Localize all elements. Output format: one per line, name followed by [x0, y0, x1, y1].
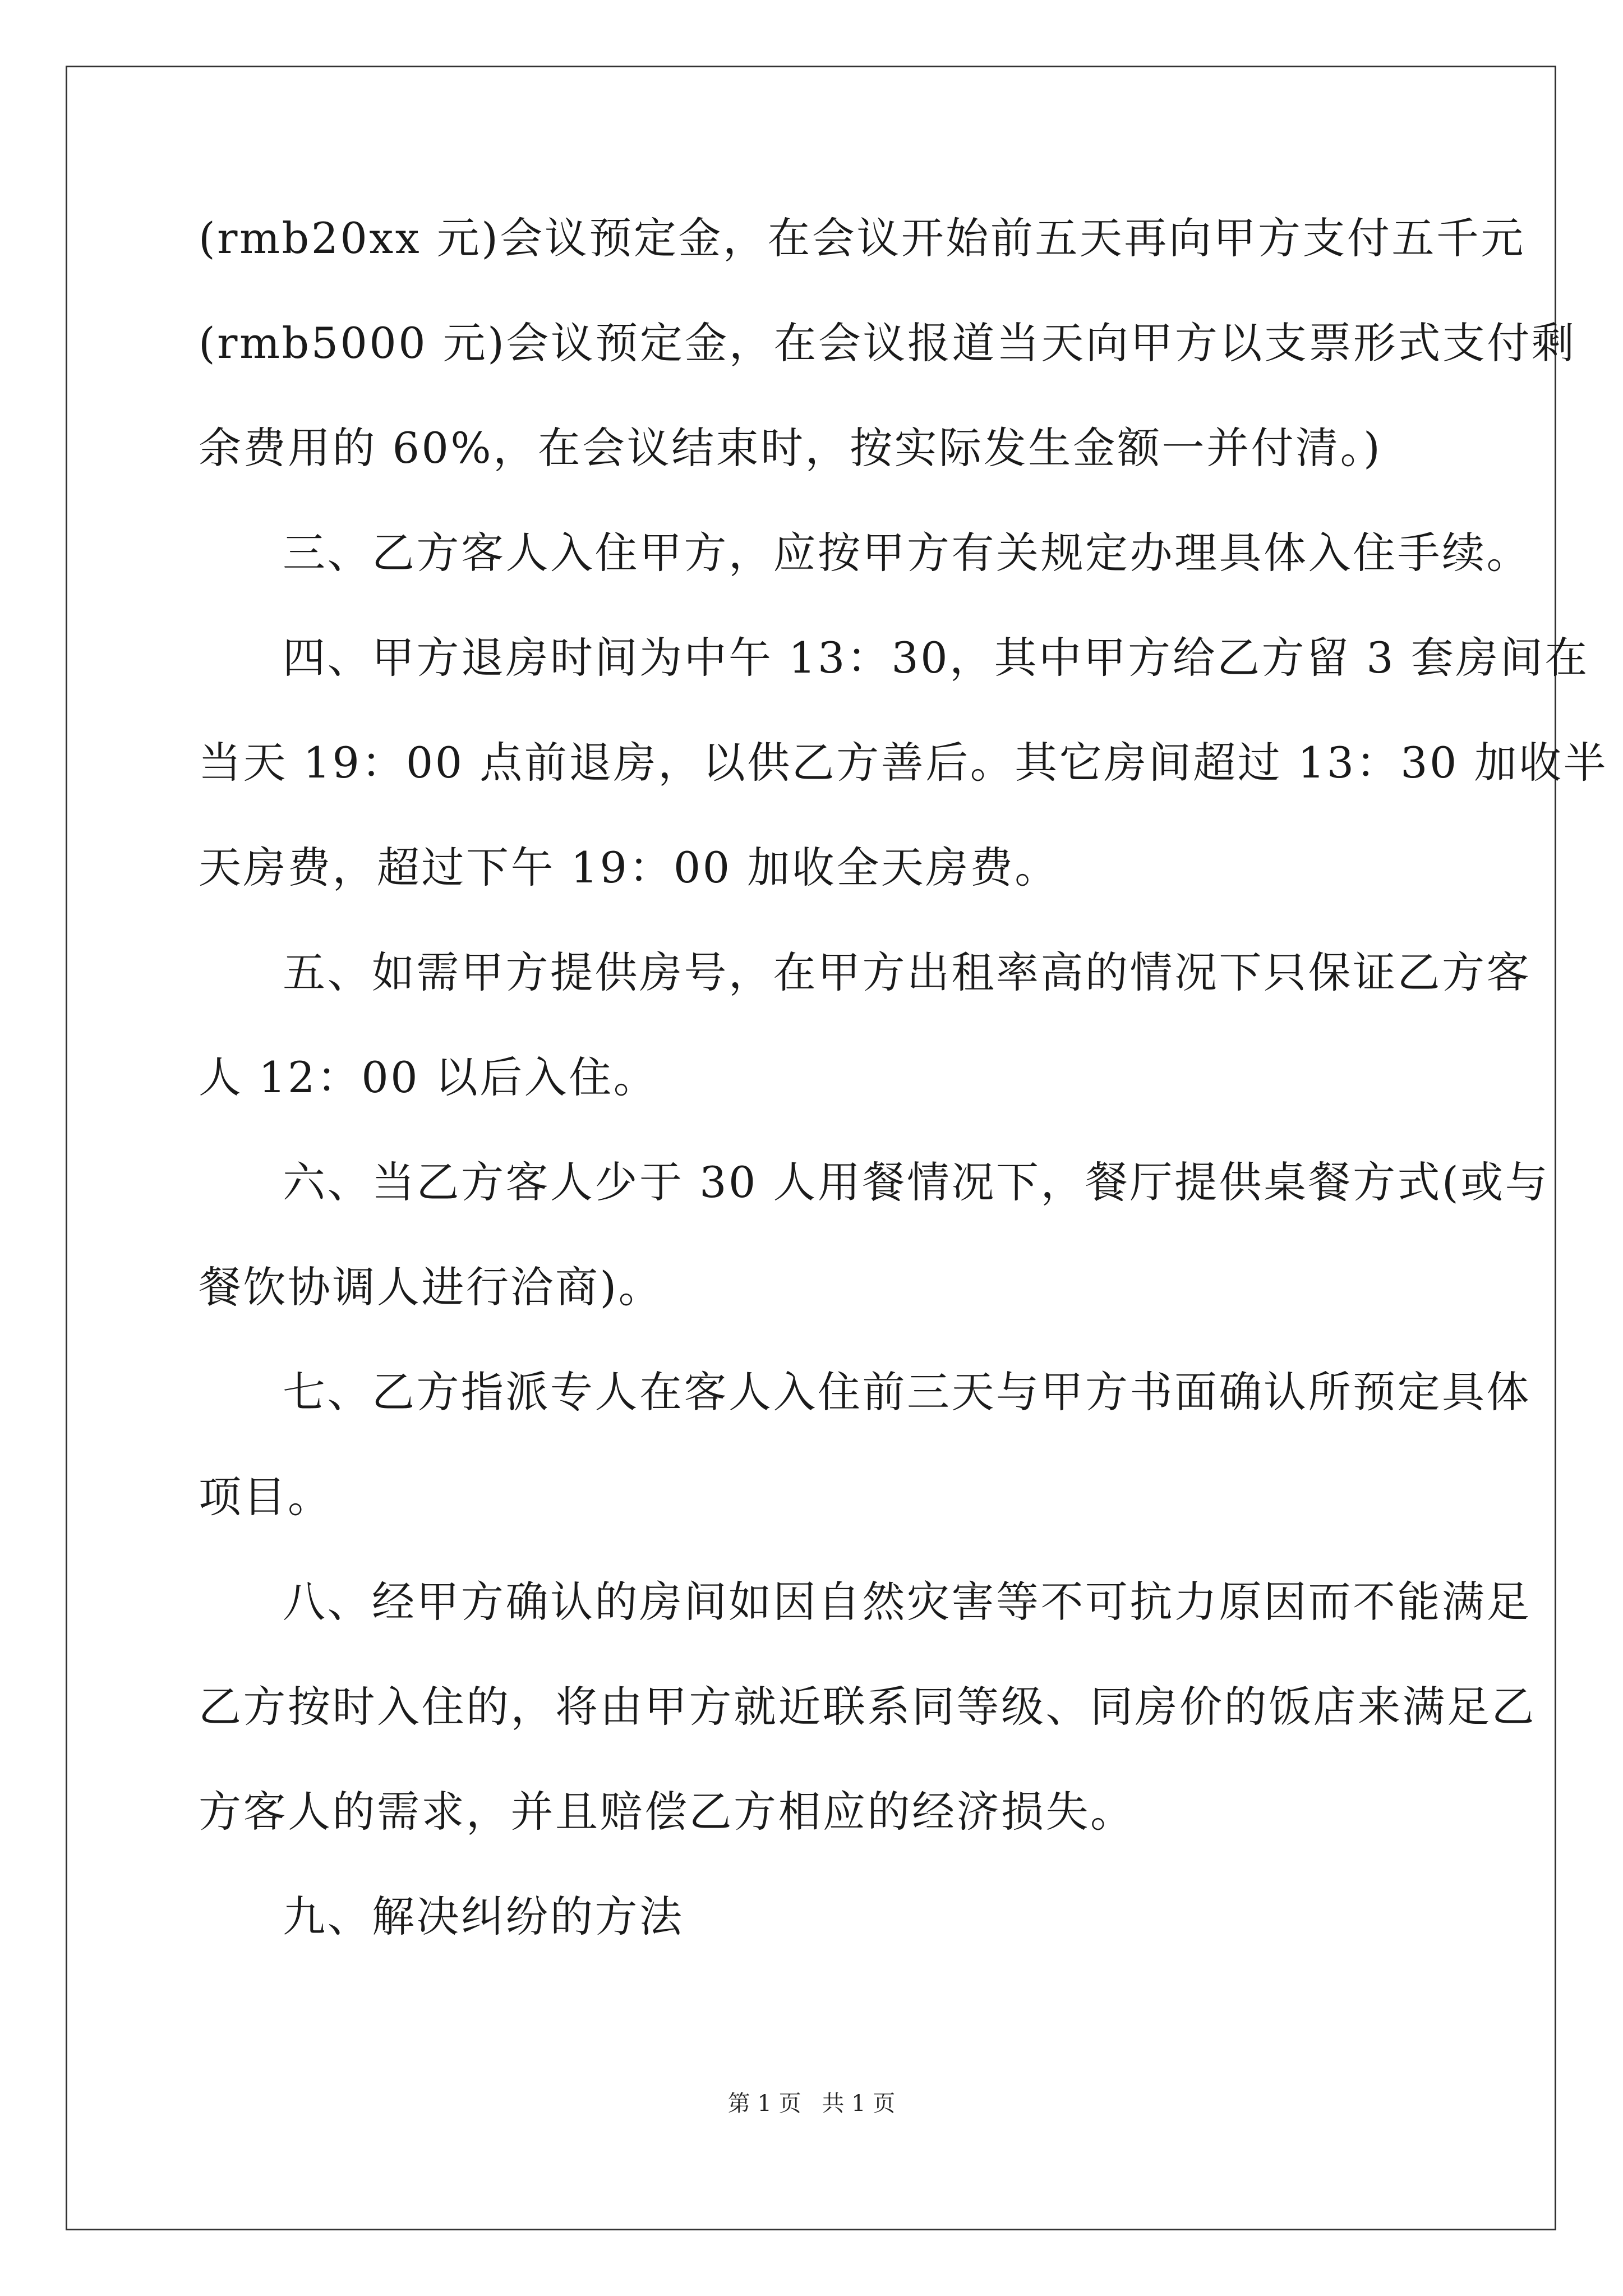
clause-7: 七、乙方指派专人在客人入住前三天与甲方书面确认所预定具体: [283, 1367, 1531, 1417]
text-line: 餐饮协调人进行洽商)。: [199, 1262, 663, 1312]
text-line: 天房费，超过下午 19：00 加收全天房费。: [199, 843, 1059, 892]
clause-8: 八、经甲方确认的房间如因自然灾害等不可抗力原因而不能满足: [283, 1577, 1531, 1627]
text-line: (rmb20xx 元)会议预定金，在会议开始前五天再向甲方支付五千元: [199, 213, 1525, 263]
page-number: 第 1 页: [727, 2091, 801, 2116]
text-line: 乙方按时入住的，将由甲方就近联系同等级、同房价的饭店来满足乙: [199, 1682, 1536, 1732]
text-line: 项目。: [199, 1472, 333, 1522]
clause-9: 九、解决纠纷的方法: [283, 1892, 684, 1941]
text-line: (rmb5000 元)会议预定金，在会议报道当天向甲方以支票形式支付剩: [199, 318, 1576, 368]
text-line: 人 12：00 以后入住。: [199, 1052, 658, 1102]
text-line: 余费用的 60%，在会议结束时，按实际发生金额一并付清。): [199, 423, 1382, 473]
page-footer: [0, 2087, 1623, 2120]
page-total: 共 1 页: [822, 2091, 896, 2116]
clause-5: 五、如需甲方提供房号，在甲方出租率高的情况下只保证乙方客: [283, 947, 1531, 997]
clause-6: 六、当乙方客人少于 30 人用餐情况下，餐厅提供桌餐方式(或与: [283, 1157, 1550, 1207]
text-line: 当天 19：00 点前退房，以供乙方善后。其它房间超过 13：30 加收半: [199, 738, 1608, 788]
clause-4: 四、甲方退房时间为中午 13：30，其中甲方给乙方留 3 套房间在: [283, 633, 1589, 683]
text-line: 方客人的需求，并且赔偿乙方相应的经济损失。: [199, 1787, 1135, 1837]
clause-3: 三、乙方客人入住甲方，应按甲方有关规定办理具体入住手续。: [283, 528, 1531, 578]
